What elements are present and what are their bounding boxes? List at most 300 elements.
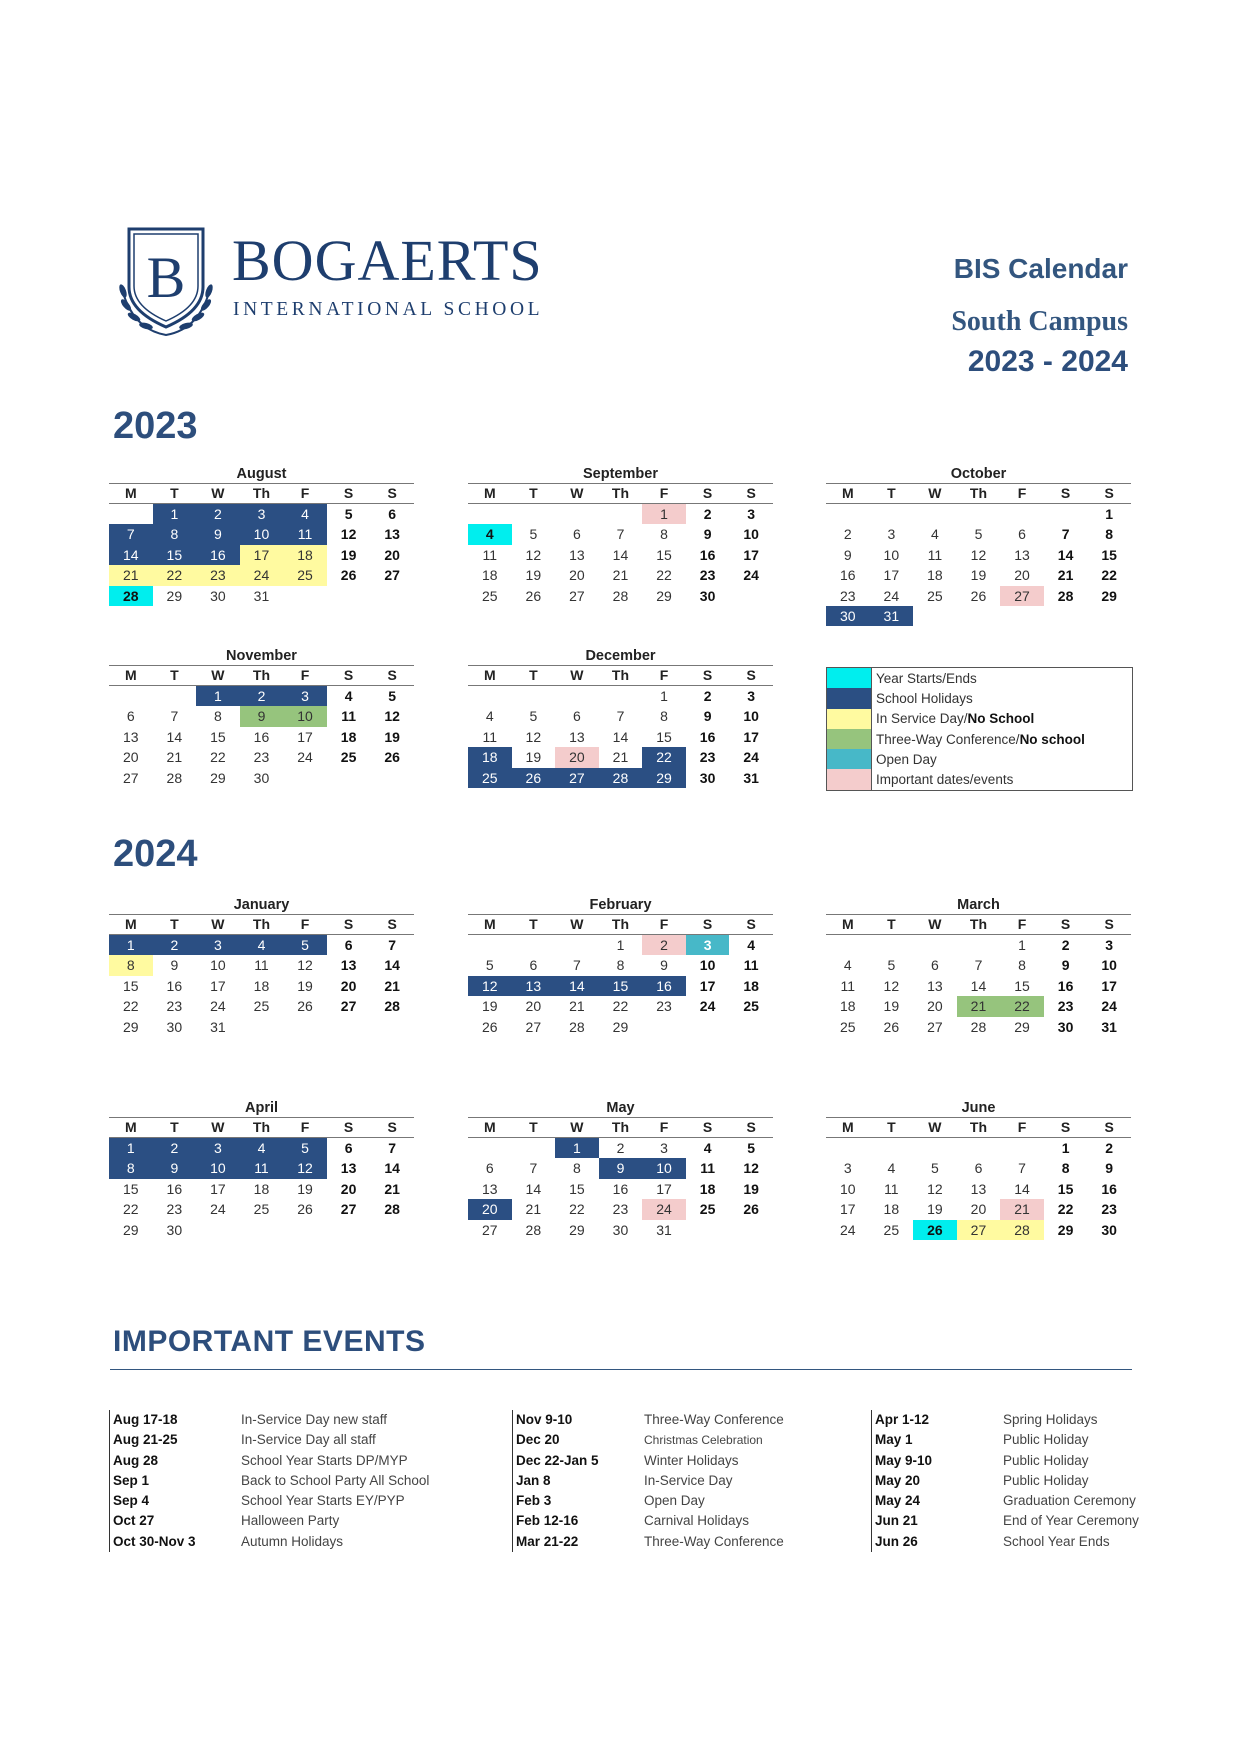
month-september [468, 465, 773, 606]
empty-day-cell [283, 586, 327, 606]
weekday-header: T [887, 916, 896, 932]
day-cell: 17 [699, 977, 716, 994]
month-name: August [109, 465, 414, 484]
day-cell: 7 [170, 708, 179, 725]
event-name: School Year Starts EY/PYP [241, 1493, 405, 1509]
week-row [468, 996, 773, 1016]
empty-day-cell [240, 1017, 284, 1037]
day-cell: 1 [642, 504, 686, 524]
event-date: Aug 17-18 [113, 1412, 178, 1427]
empty-day-cell [109, 504, 153, 524]
day-cell: 13 [481, 1180, 498, 1197]
legend-swatch [827, 729, 872, 749]
day-cell: 26 [384, 749, 400, 766]
day-cell: 7 [616, 708, 625, 725]
day-cell: 15 [1014, 977, 1030, 994]
day-cell: 21 [612, 749, 629, 766]
day-cell: 2 [1061, 937, 1070, 953]
day-cell: 12 [468, 976, 512, 996]
day-cell: 19 [927, 1201, 943, 1218]
week-row [826, 1220, 1131, 1240]
weekday-header: S [387, 916, 397, 932]
event-row [516, 1410, 854, 1430]
day-cell: 11 [927, 546, 943, 563]
day-cell: 16 [839, 567, 856, 584]
day-cell: 6 [974, 1160, 983, 1177]
day-cell: 28 [612, 587, 629, 604]
day-cell: 19 [883, 998, 900, 1015]
event-name: Open Day [644, 1493, 705, 1509]
day-cell: 26 [913, 1220, 957, 1240]
day-cell: 16 [612, 1180, 629, 1197]
day-cell: 3 [1105, 937, 1114, 953]
day-cell: 3 [196, 1138, 240, 1158]
weekday-header: F [659, 1119, 669, 1135]
day-cell: 12 [297, 957, 313, 974]
day-cell: 27 [957, 1220, 1001, 1240]
empty-day-cell [468, 1138, 512, 1158]
day-cell: 12 [743, 1160, 759, 1177]
day-cell: 16 [253, 728, 270, 745]
event-name: School Year Ends [1003, 1533, 1110, 1549]
day-cell: 5 [485, 957, 494, 974]
empty-day-cell [1000, 1138, 1044, 1158]
day-cell: 8 [109, 955, 153, 975]
week-row [109, 1179, 414, 1199]
day-cell: 7 [1018, 1160, 1026, 1177]
day-cell: 18 [699, 1180, 716, 1197]
academic-years: 2023 - 2024 [967, 345, 1128, 378]
weekday-header-row [826, 484, 1131, 504]
day-cell: 6 [573, 708, 581, 725]
empty-day-cell [957, 1138, 1001, 1158]
day-cell: 22 [1000, 996, 1044, 1016]
empty-day-cell [826, 1138, 870, 1158]
empty-day-cell [1087, 606, 1131, 626]
day-cell: 9 [240, 706, 284, 726]
day-cell: 5 [931, 1160, 939, 1177]
day-cell: 14 [612, 728, 629, 745]
event-date: Oct 27 [113, 1513, 155, 1529]
day-cell: 27 [927, 1018, 943, 1035]
week-row [826, 996, 1131, 1016]
day-cell: 18 [839, 998, 856, 1015]
day-cell: 11 [482, 728, 498, 745]
day-cell: 22 [656, 567, 672, 584]
day-cell: 29 [642, 768, 686, 788]
event-name: End of Year Ceremony [1003, 1513, 1139, 1529]
day-cell: 15 [1101, 546, 1117, 563]
day-cell: 29 [166, 587, 183, 604]
day-cell: 28 [525, 1221, 542, 1238]
event-date: Dec 20 [516, 1432, 560, 1448]
day-cell: 14 [525, 1180, 542, 1197]
event-name: School Year Starts DP/MYP [241, 1452, 408, 1468]
legend-swatch [827, 668, 872, 688]
day-cell: 22 [153, 565, 197, 585]
day-cell: 11 [884, 1180, 899, 1197]
event-date: Oct 30-Nov 3 [113, 1533, 196, 1549]
day-cell: 23 [699, 749, 716, 766]
weekday-header: Th [252, 1119, 271, 1135]
day-cell: 25 [481, 587, 498, 604]
event-date: May 20 [875, 1472, 921, 1488]
campus-name: South Campus [951, 306, 1128, 337]
day-cell: 19 [297, 977, 313, 994]
day-cell: 22 [612, 998, 629, 1015]
day-cell: 8 [660, 526, 668, 543]
day-cell: 25 [468, 768, 512, 788]
day-cell: 30 [612, 1221, 629, 1238]
weekday-header: F [300, 485, 310, 501]
weekday-header: W [570, 667, 584, 683]
event-date: Sep 1 [113, 1472, 150, 1488]
weekday-header: M [841, 916, 854, 932]
day-cell: 13 [340, 1160, 357, 1177]
day-cell: 3 [660, 1140, 668, 1156]
empty-day-cell [1044, 504, 1088, 524]
day-cell: 4 [283, 504, 327, 524]
day-cell: 6 [485, 1160, 494, 1177]
empty-day-cell [512, 504, 556, 524]
day-cell: 7 [388, 1140, 397, 1156]
weekday-header: T [170, 1119, 179, 1135]
year-heading-2024: 2024 [113, 833, 198, 875]
event-row [113, 1451, 501, 1471]
legend-item [827, 688, 1132, 708]
day-cell: 24 [297, 749, 313, 766]
day-cell: 21 [166, 749, 183, 766]
day-cell: 16 [642, 976, 686, 996]
weekday-header: Th [611, 485, 630, 501]
event-date: Jun 26 [875, 1533, 918, 1549]
day-cell: 11 [700, 1160, 715, 1177]
event-row [875, 1471, 1163, 1491]
legend-swatch [827, 749, 872, 769]
week-row [468, 1158, 773, 1178]
legend-item [827, 729, 1132, 749]
weekday-header: F [300, 1119, 310, 1135]
day-cell: 12 [525, 546, 542, 563]
empty-day-cell [555, 504, 599, 524]
weekday-header: S [746, 916, 756, 932]
day-cell: 4 [344, 688, 353, 704]
empty-day-cell [153, 686, 197, 706]
day-cell: 31 [1101, 1018, 1117, 1035]
weekday-header: F [659, 667, 669, 683]
day-cell: 3 [843, 1160, 852, 1177]
empty-day-cell [599, 504, 643, 524]
day-cell: 4 [468, 524, 512, 544]
week-row [468, 935, 773, 955]
empty-day-cell [642, 1017, 686, 1037]
week-row [826, 545, 1131, 565]
empty-day-cell [957, 935, 1001, 955]
day-cell: 29 [656, 587, 672, 604]
empty-day-cell [327, 768, 371, 788]
weekday-header: S [702, 485, 713, 501]
empty-day-cell [870, 504, 914, 524]
event-name: Public Holiday [1003, 1472, 1089, 1488]
calendar-legend [826, 667, 1133, 791]
day-cell: 9 [703, 526, 712, 543]
day-cell: 20 [340, 1180, 357, 1197]
week-row [109, 976, 414, 996]
empty-day-cell [468, 686, 512, 706]
day-cell: 28 [1057, 587, 1074, 604]
day-cell: 25 [253, 1201, 270, 1218]
events-title: IMPORTANT EVENTS [113, 1325, 426, 1358]
day-cell: 20 [525, 998, 542, 1015]
day-cell: 21 [384, 977, 400, 994]
day-cell: 30 [1101, 1221, 1117, 1238]
event-date: Nov 9-10 [516, 1412, 573, 1427]
weekday-header: Th [969, 1119, 988, 1135]
weekday-header: Th [252, 916, 271, 932]
day-cell: 26 [525, 587, 542, 604]
week-row [109, 1017, 414, 1037]
legend-label: Three-Way Conference/ [876, 731, 1020, 747]
empty-day-cell [957, 504, 1001, 524]
weekday-header: T [887, 1119, 896, 1135]
day-cell: 22 [569, 1201, 585, 1218]
event-date: Aug 28 [113, 1452, 159, 1468]
weekday-header: M [124, 1119, 137, 1135]
event-name: Halloween Party [241, 1513, 340, 1529]
legend-label-bold: No school [1019, 731, 1085, 747]
day-cell: 16 [699, 546, 716, 563]
day-cell: 15 [569, 1180, 585, 1197]
legend-swatch [827, 769, 872, 789]
weekday-header: S [343, 916, 354, 932]
legend-item [827, 749, 1132, 769]
week-row [826, 586, 1131, 606]
day-cell: 17 [297, 728, 313, 745]
month-june [826, 1099, 1131, 1240]
weekday-header-row [109, 484, 414, 504]
weekday-header: M [841, 485, 854, 501]
day-cell: 14 [1014, 1180, 1030, 1197]
week-row [826, 1158, 1131, 1178]
day-cell: 10 [196, 1158, 240, 1178]
weekday-header: M [483, 916, 496, 932]
day-cell: 18 [253, 1180, 270, 1197]
day-cell: 10 [1101, 957, 1117, 974]
empty-day-cell [370, 768, 414, 788]
calendar-title: BIS Calendar [953, 253, 1128, 284]
day-cell: 29 [210, 769, 226, 786]
day-cell: 30 [699, 587, 716, 604]
day-cell: 4 [931, 526, 939, 543]
weekday-header: T [529, 667, 538, 683]
day-cell: 22 [1101, 567, 1117, 584]
day-cell: 16 [1101, 1180, 1117, 1197]
day-cell: 16 [699, 728, 716, 745]
empty-day-cell [686, 1220, 730, 1240]
events-column [871, 1410, 1163, 1552]
weekday-header: M [483, 1119, 496, 1135]
weekday-header: M [124, 485, 137, 501]
weekday-header: S [343, 1119, 354, 1135]
day-cell: 22 [642, 747, 686, 767]
day-cell: 17 [210, 977, 226, 994]
day-cell: 7 [974, 957, 983, 974]
day-cell: 25 [743, 998, 759, 1015]
day-cell: 12 [883, 977, 900, 994]
month-name: June [826, 1099, 1131, 1118]
event-name: Public Holiday [1003, 1452, 1089, 1468]
day-cell: 6 [931, 957, 939, 974]
weekday-header: S [1060, 485, 1071, 501]
day-cell: 13 [927, 977, 943, 994]
day-cell: 5 [283, 935, 327, 955]
day-cell: 12 [283, 1158, 327, 1178]
week-row [109, 1199, 414, 1219]
day-cell: 20 [569, 567, 585, 584]
day-cell: 27 [481, 1221, 498, 1238]
day-cell: 11 [341, 708, 356, 725]
day-cell: 23 [166, 998, 183, 1015]
day-cell: 19 [970, 567, 987, 584]
weekday-header: S [343, 667, 354, 683]
day-cell: 11 [482, 546, 498, 563]
weekday-header: F [300, 916, 310, 932]
day-cell: 29 [122, 1018, 139, 1035]
month-name: April [109, 1099, 414, 1118]
day-cell: 13 [384, 526, 400, 543]
day-cell: 2 [1105, 1140, 1114, 1156]
day-cell: 27 [555, 768, 599, 788]
month-name: October [826, 465, 1131, 484]
day-cell: 12 [340, 526, 357, 543]
day-cell: 19 [297, 1180, 313, 1197]
month-january [109, 896, 414, 1037]
day-cell: 24 [743, 749, 759, 766]
day-cell: 25 [699, 1201, 716, 1218]
event-date: Aug 21-25 [113, 1432, 178, 1448]
day-cell: 4 [240, 1138, 284, 1158]
weekday-header: Th [252, 667, 271, 683]
weekday-header: S [702, 667, 713, 683]
event-row [875, 1532, 1163, 1552]
day-cell: 2 [616, 1140, 625, 1156]
day-cell: 1 [555, 1138, 599, 1158]
day-cell: 8 [1061, 1160, 1070, 1177]
day-cell: 9 [1105, 1160, 1114, 1177]
day-cell: 12 [970, 546, 987, 563]
day-cell: 28 [109, 586, 153, 606]
day-cell: 6 [1018, 526, 1026, 543]
day-cell: 25 [340, 749, 357, 766]
events-column [109, 1410, 501, 1552]
day-cell: 26 [883, 1018, 900, 1035]
day-cell: 1 [196, 686, 240, 706]
day-cell: 27 [384, 567, 400, 584]
day-cell: 31 [743, 769, 759, 786]
weekday-header-row [826, 915, 1131, 935]
weekday-header: T [887, 485, 896, 501]
day-cell: 23 [1057, 998, 1074, 1015]
weekday-header: S [746, 485, 756, 501]
week-row [468, 586, 773, 606]
day-cell: 20 [1014, 567, 1030, 584]
day-cell: 20 [340, 977, 357, 994]
day-cell: 12 [927, 1180, 943, 1197]
day-cell: 2 [703, 688, 712, 704]
day-cell: 30 [166, 1221, 183, 1238]
event-date: Apr 1-12 [875, 1412, 930, 1427]
event-name: Three-Way Conference [644, 1533, 784, 1549]
day-cell: 28 [599, 768, 643, 788]
weekday-header: S [702, 1119, 713, 1135]
day-cell: 21 [525, 1201, 542, 1218]
event-date: Dec 22-Jan 5 [516, 1452, 599, 1468]
event-row [113, 1532, 501, 1552]
month-name: February [468, 896, 773, 915]
day-cell: 17 [210, 1180, 226, 1197]
empty-day-cell [555, 935, 599, 955]
day-cell: 5 [344, 506, 353, 522]
day-cell: 14 [1057, 546, 1074, 563]
day-cell: 1 [153, 504, 197, 524]
day-cell: 24 [210, 998, 226, 1015]
day-cell: 5 [887, 957, 896, 974]
day-cell: 23 [1101, 1201, 1117, 1218]
day-cell: 23 [253, 749, 270, 766]
day-cell: 4 [887, 1160, 896, 1177]
day-cell: 15 [656, 546, 672, 563]
empty-day-cell [826, 935, 870, 955]
day-cell: 25 [283, 565, 327, 585]
day-cell: 5 [388, 688, 397, 704]
day-cell: 8 [660, 708, 668, 725]
event-name: In-Service Day new staff [241, 1412, 388, 1427]
day-cell: 23 [196, 565, 240, 585]
day-cell: 11 [254, 957, 269, 974]
day-cell: 18 [481, 567, 498, 584]
day-cell: 26 [297, 1201, 313, 1218]
week-row [109, 1158, 414, 1178]
week-row [826, 606, 1131, 626]
week-row [109, 996, 414, 1016]
day-cell: 1 [660, 688, 668, 704]
day-cell: 24 [642, 1199, 686, 1219]
day-cell: 13 [340, 957, 357, 974]
month-name: September [468, 465, 773, 484]
event-name: Christmas Celebration [644, 1433, 763, 1448]
day-cell: 11 [240, 1158, 284, 1178]
day-cell: 23 [839, 587, 856, 604]
weekday-header: S [387, 667, 397, 683]
day-cell: 8 [109, 1158, 153, 1178]
day-cell: 23 [612, 1201, 629, 1218]
day-cell: 2 [153, 1138, 197, 1158]
day-cell: 26 [481, 1018, 498, 1035]
empty-day-cell [327, 586, 371, 606]
day-cell: 9 [599, 1158, 643, 1178]
day-cell: 9 [196, 524, 240, 544]
day-cell: 30 [166, 1018, 183, 1035]
weekday-header: S [387, 1119, 397, 1135]
school-subtitle: INTERNATIONAL SCHOOL [233, 299, 544, 320]
day-cell: 11 [283, 524, 327, 544]
weekday-header: M [124, 916, 137, 932]
day-cell: 2 [642, 935, 686, 955]
weekday-header: W [570, 916, 584, 932]
day-cell: 21 [1057, 567, 1074, 584]
empty-day-cell [370, 1220, 414, 1240]
day-cell: 27 [525, 1018, 542, 1035]
